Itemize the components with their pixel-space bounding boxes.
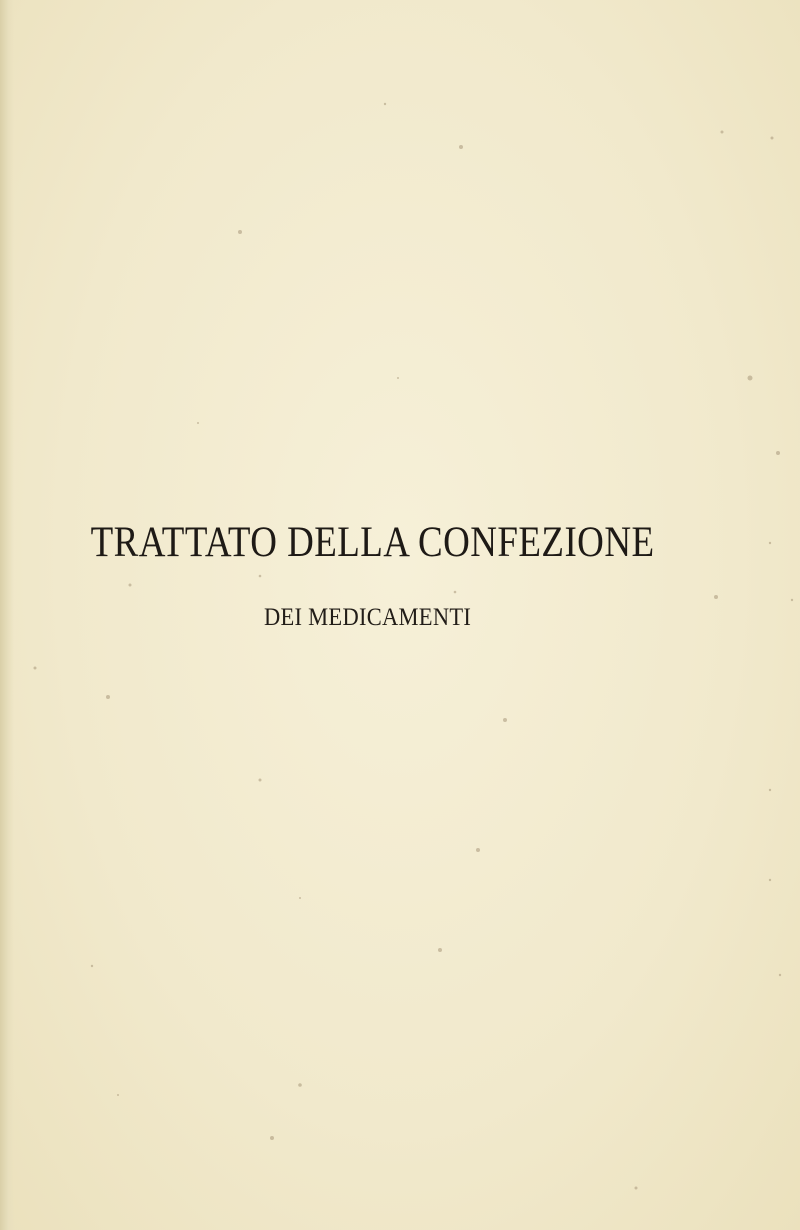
book-title: TRATTATO DELLA CONFEZIONE [90, 519, 655, 566]
book-subtitle: DEI MEDICAMENTI [263, 604, 472, 631]
